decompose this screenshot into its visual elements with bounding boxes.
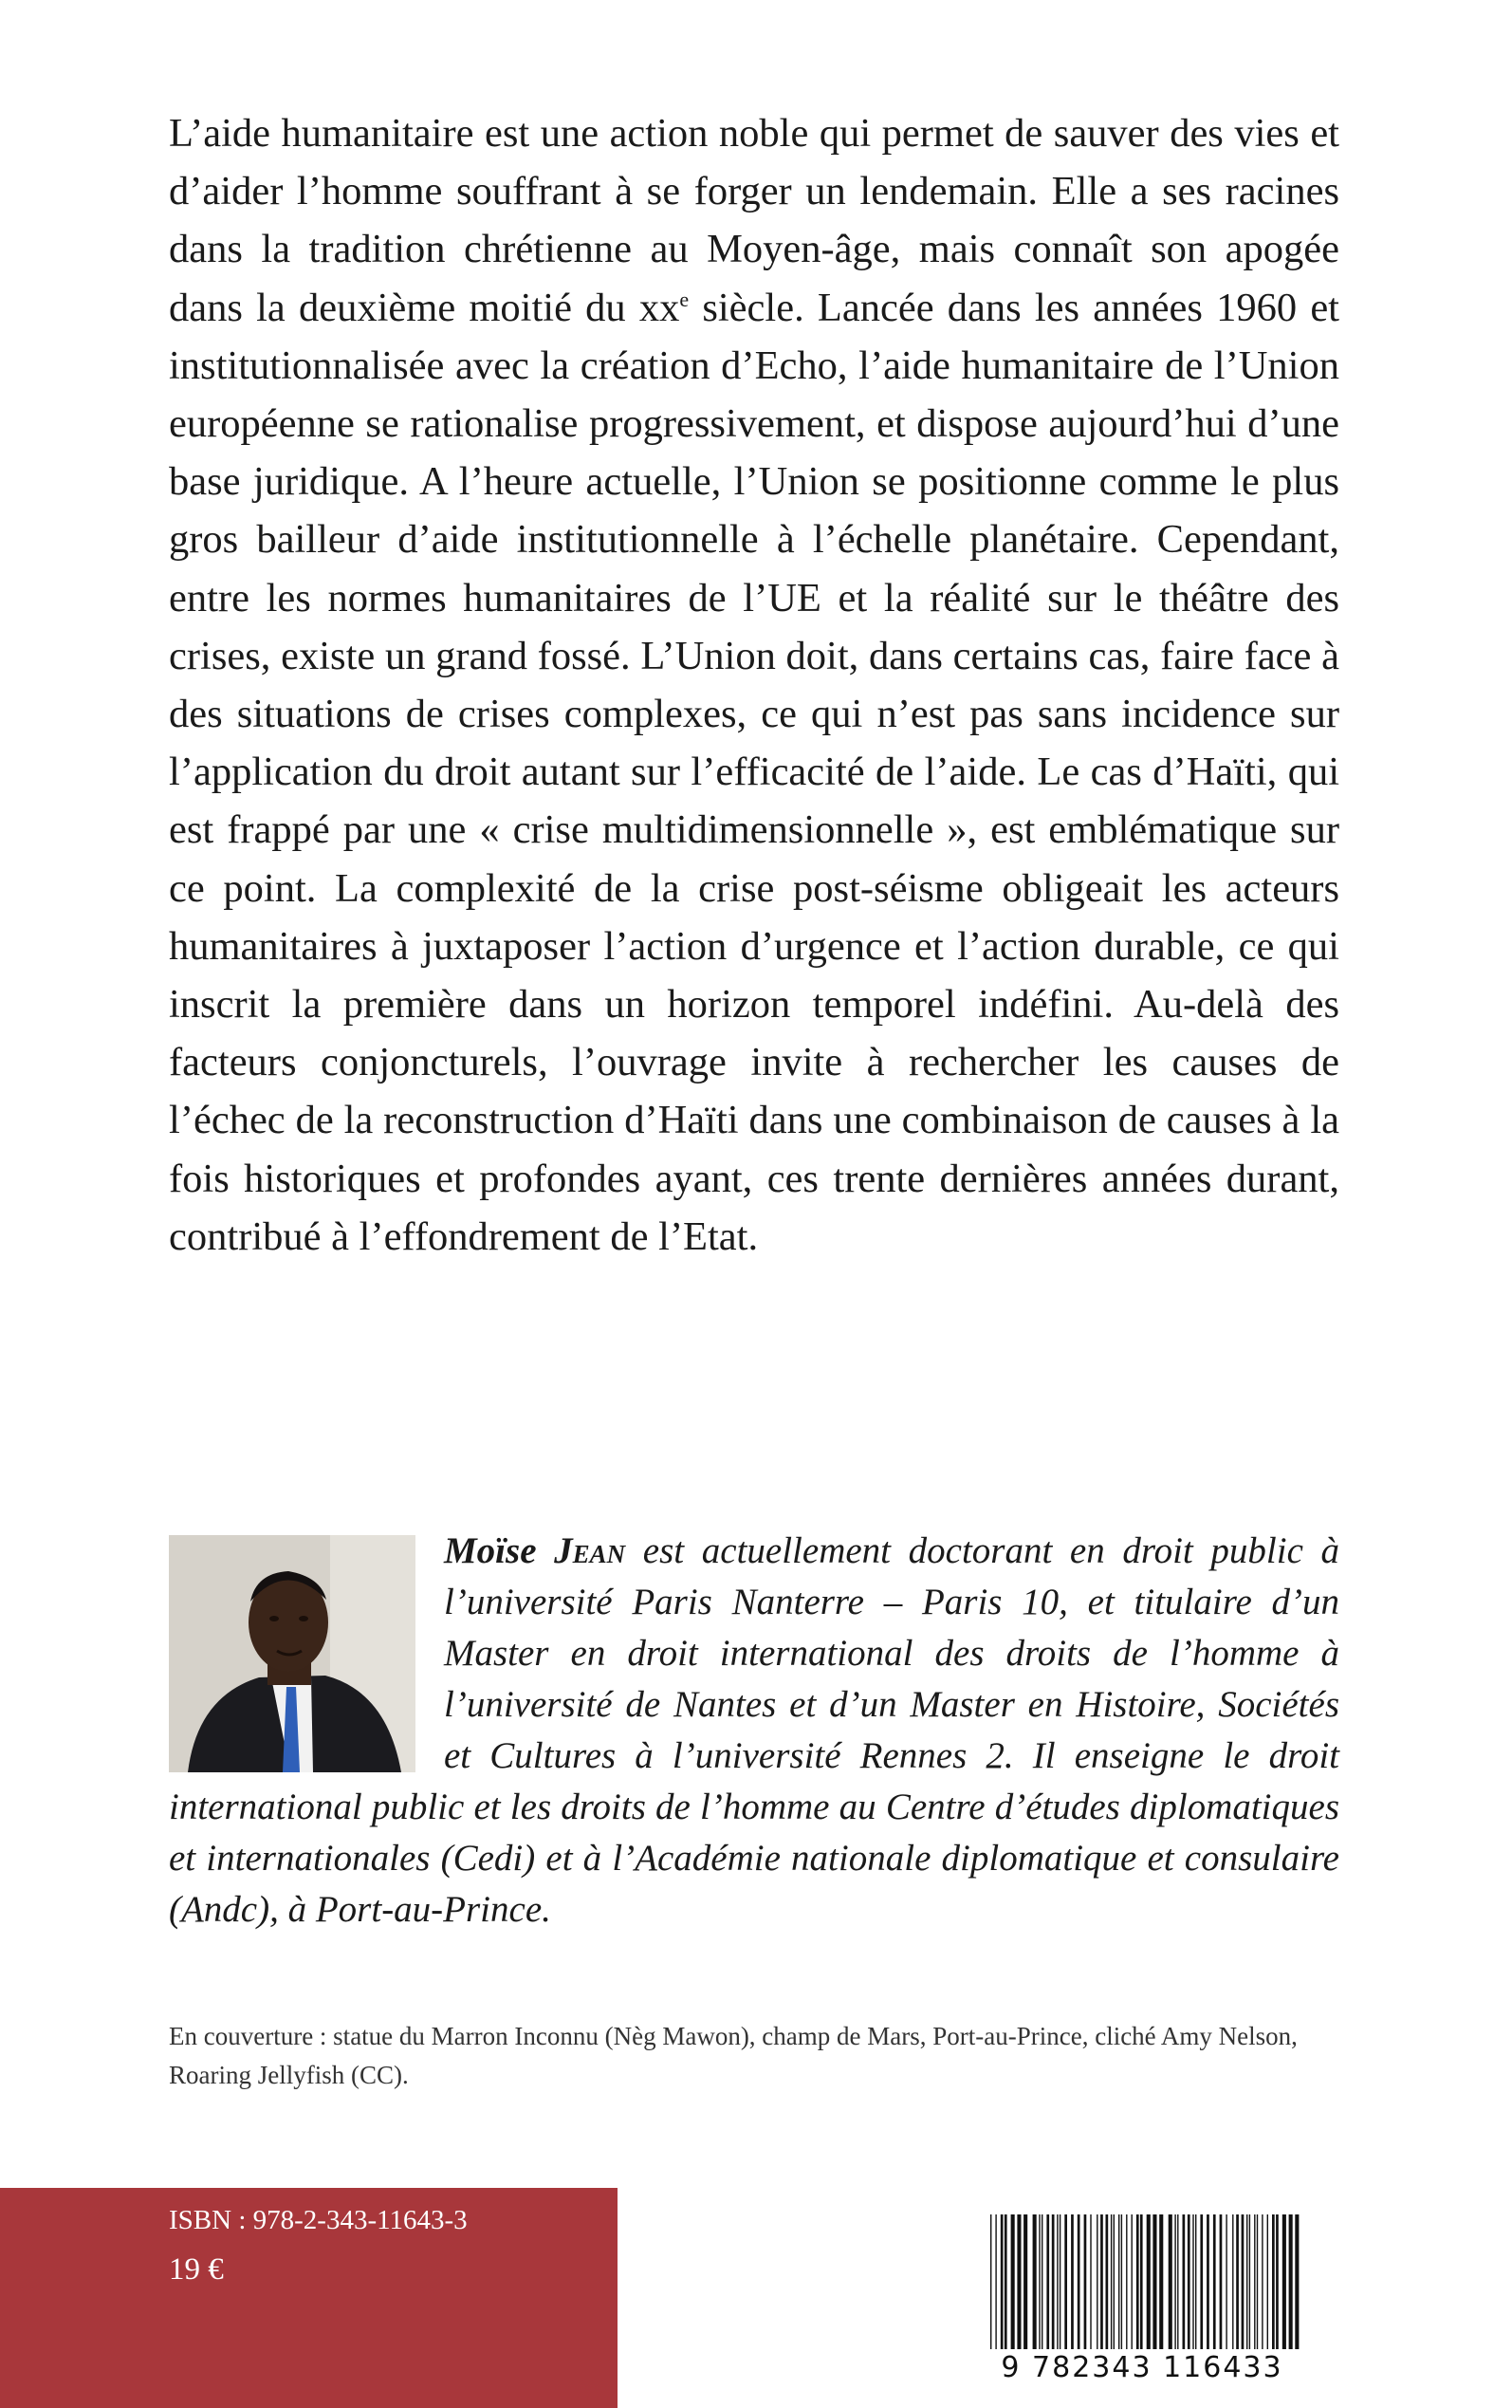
barcode-bar <box>1174 2214 1175 2357</box>
summary-text-part-2: siècle. Lancée dans les années 1960 et institutionnalisée avec la création d’Echo, l’aide humanitaire de l’Union européenne se rationalise progressivement, et dispose aujourd’hui d’une base juridique. A l’heure actuelle, l’Union se positionne comme le plus gros bailleur d’aide institutionnelle à l’échelle planétaire. Cependant, entre les normes humanitaires de l’UE et la réalité sur le théâtre des crises, existe un grand fossé. L’Union doit, dans certains cas, faire face à des situations de crises complexes, ce qui n’est pas sans incidence sur l’application du droit autant sur l’efficacité de l’aide. Le cas d’Haïti, qui est frappé par une « crise multidimensionnelle », est emblématique sur ce point. La complexité de la crise post-séisme obligeait les acteurs humanitaires à juxtaposer l’action d’urgence et l’action durable, ce qui inscrit la première dans un horizon temporel indéfini. Au-delà des facteurs conjoncturels, l’ouvrage invite à rechercher les causes de l’échec de la reconstruction d’Haïti dans une combinaison de causes à la fois historiques et profondes ayant, ces trente dernières années durant, contribué à l’effondrement de l’Etat. <box>169 285 1339 1259</box>
barcode-bar <box>1195 2214 1196 2357</box>
barcode-bar <box>1192 2214 1193 2357</box>
barcode-bar <box>1232 2214 1233 2357</box>
author-first-name: Moïse <box>444 1530 537 1571</box>
barcode-bar <box>1276 2214 1279 2357</box>
barcode-bar <box>1078 2214 1080 2357</box>
barcode-bar <box>1267 2214 1268 2357</box>
author-biography <box>169 1526 1339 1936</box>
barcode-digits: 9 782343 116433 <box>977 2349 1307 2387</box>
barcode-bar <box>1152 2214 1156 2357</box>
barcode-bar <box>1282 2214 1286 2357</box>
barcode-bar <box>1242 2214 1245 2357</box>
barcode-bar <box>1272 2214 1275 2357</box>
barcode-bar <box>1052 2214 1055 2357</box>
back-cover-summary <box>169 104 1339 1266</box>
barcode-bar <box>1090 2214 1091 2357</box>
barcode-bar <box>1033 2214 1037 2357</box>
barcode-bar <box>1118 2214 1119 2357</box>
photo-spacer <box>169 1526 444 1770</box>
barcode-bar <box>1011 2214 1015 2357</box>
barcode-bar <box>1207 2214 1209 2357</box>
barcode-bar <box>1121 2214 1122 2357</box>
barcode-bar <box>1136 2214 1139 2357</box>
barcode-bar <box>1249 2214 1250 2357</box>
barcode-bar <box>1289 2214 1293 2357</box>
barcode-bar <box>1159 2214 1163 2357</box>
barcode-bar <box>1023 2214 1027 2357</box>
barcode-bar <box>1017 2214 1021 2357</box>
author-bio-text: est actuellement doctorant en droit public à l’université Paris Nanterre – Paris 10, et titulaire d’un Master en droit international des droits de l’homme à l’université de Nantes et d’un Master en Histoire, Sociétés et Cultures à l’université Rennes 2. Il enseigne le droit international public et les droits de l’homme au Centre d’études diplomatiques et internationales (Cedi) et à l’Académie nationale diplomatique et consulaire (Andc), à Port-au-Prince. <box>169 1530 1340 1930</box>
barcode-bar <box>1057 2214 1058 2357</box>
barcode-bar <box>1188 2214 1190 2357</box>
barcode-bar <box>1246 2214 1247 2357</box>
barcode-bar <box>1236 2214 1239 2357</box>
barcode-bar <box>1114 2214 1115 2357</box>
barcode-bar <box>1064 2214 1067 2357</box>
isbn-label: ISBN : 978-2-343-11643-3 <box>169 2205 468 2235</box>
barcode-bar <box>1200 2214 1203 2357</box>
barcode-bar <box>1039 2214 1040 2357</box>
barcode-bar <box>1126 2214 1127 2357</box>
century-superscript: e <box>679 287 690 311</box>
barcode-bar <box>1084 2214 1087 2357</box>
barcode-bar <box>1213 2214 1216 2357</box>
barcode-bar <box>1183 2214 1186 2357</box>
author-last-name: Jean <box>554 1530 626 1571</box>
barcode-bar <box>1262 2214 1263 2357</box>
barcode-bar <box>1220 2214 1223 2357</box>
summary-text-part-1: L’aide humanitaire est une action noble qui permet de sauver des vies et d’aider l’homme souffrant à se forger un lendemain. Elle a ses racines dans la tradition chrétienne au Moyen-âge, mais connaît son apogée dans la deuxième moitié du xx <box>169 111 1339 330</box>
barcode-bar <box>1001 2214 1004 2357</box>
barcode-bar <box>1254 2214 1255 2357</box>
price-label: 19 € <box>169 2252 224 2287</box>
barcode-bar <box>1257 2214 1258 2357</box>
barcode-bar <box>1005 2214 1007 2357</box>
barcode-bar <box>1169 2214 1172 2357</box>
barcode-bar <box>1111 2214 1112 2357</box>
barcode-bar <box>1100 2214 1103 2357</box>
barcode-bar <box>1046 2214 1049 2357</box>
barcode-bar <box>1106 2214 1109 2357</box>
barcode-bar <box>1295 2214 1299 2357</box>
barcode-bar <box>1177 2214 1178 2357</box>
barcode-bar <box>1132 2214 1133 2357</box>
barcode-bar <box>1071 2214 1074 2357</box>
cover-credit: En couverture : statue du Marron Inconnu (Nèg Mawon), champ de Mars, Port-au-Prince, cliché Amy Nelson, Roaring Jellyfish (CC). <box>169 2022 1298 2089</box>
